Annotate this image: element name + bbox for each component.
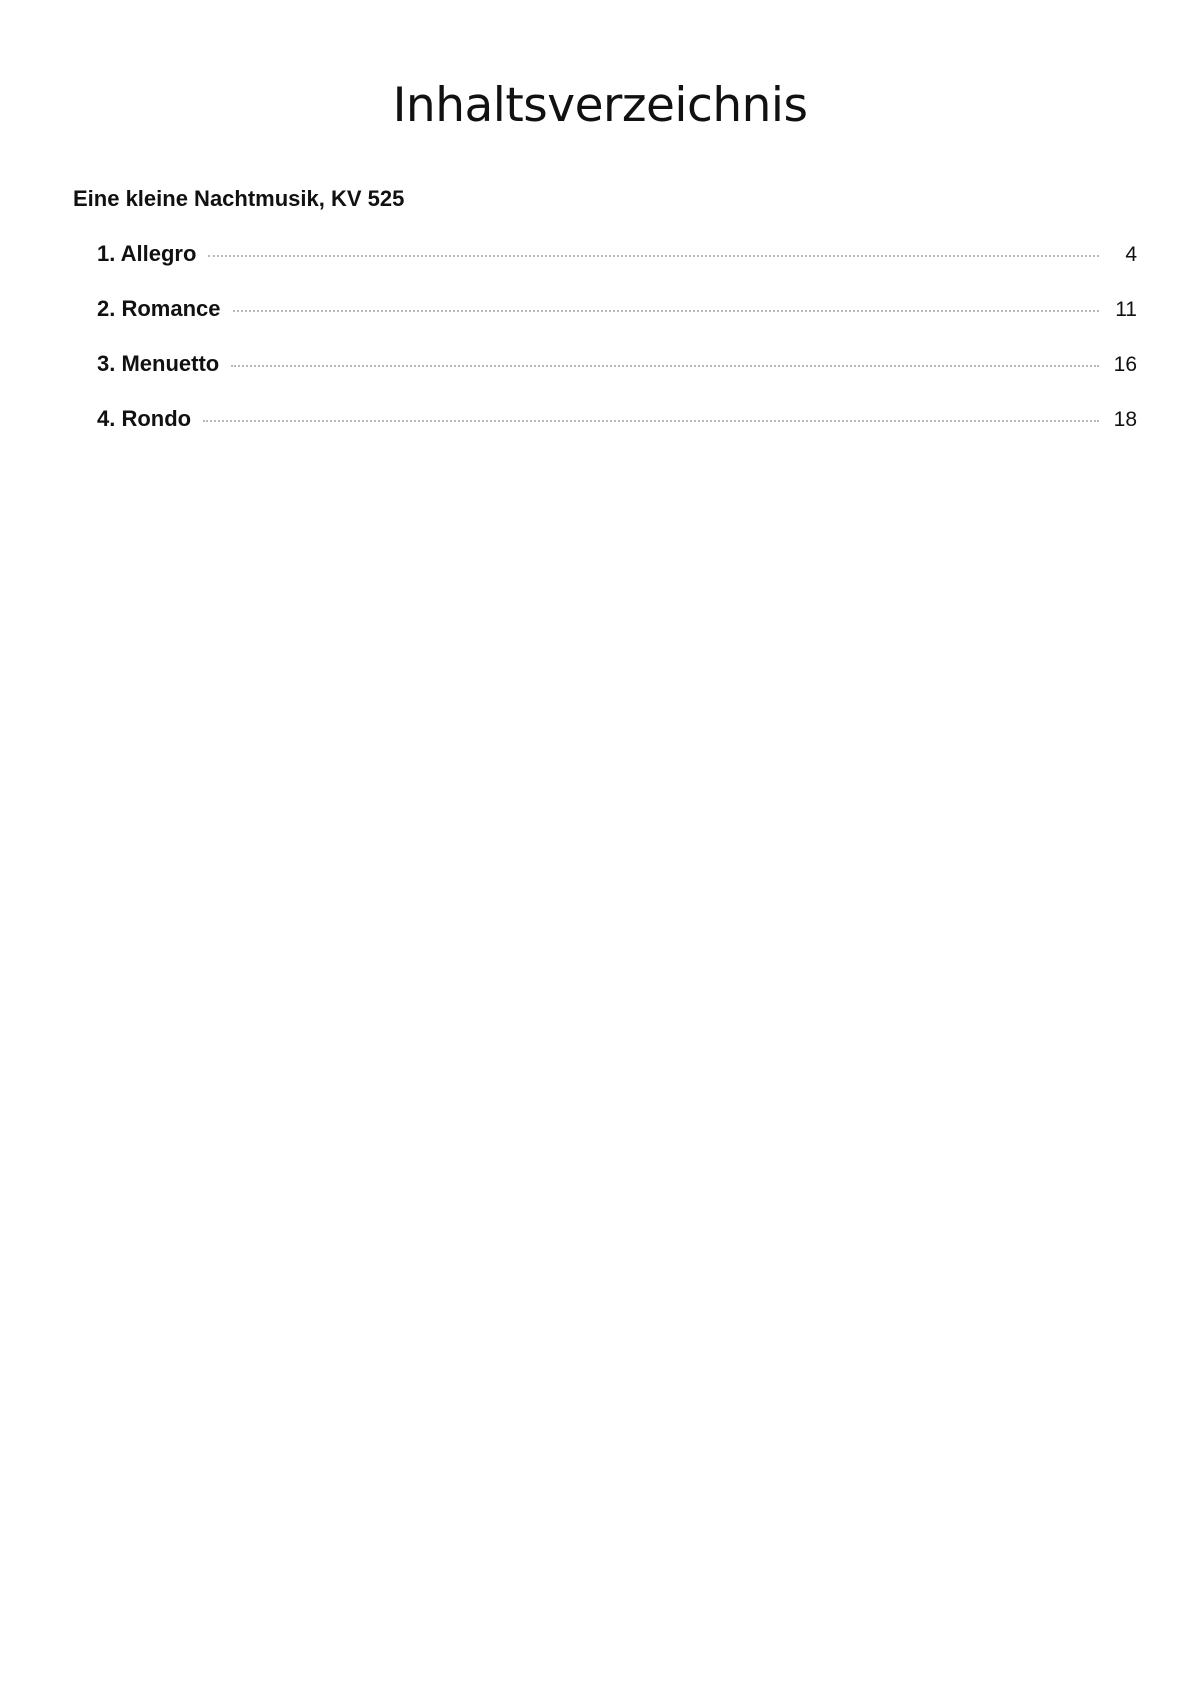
toc-entry-allegro[interactable] xyxy=(97,239,1137,294)
toc-entry-romance[interactable] xyxy=(97,294,1137,349)
work-heading: Eine kleine Nachtmusik, KV 525 xyxy=(73,186,405,211)
page-title: Inhaltsverzeichnis xyxy=(392,78,808,133)
toc-entry-page: 4 xyxy=(1125,243,1137,266)
toc-entry-menuetto[interactable] xyxy=(97,349,1137,404)
toc-entry-rondo[interactable] xyxy=(97,404,1137,459)
toc-entry-page: 18 xyxy=(1113,408,1137,431)
dot-leader xyxy=(233,310,1100,312)
toc-entry-label: 4. Rondo xyxy=(97,406,192,431)
toc-entry-page: 11 xyxy=(1115,298,1137,321)
dot-leader xyxy=(208,255,1099,257)
toc-entry-label: 2. Romance xyxy=(97,296,221,321)
toc-entry-label: 1. Allegro xyxy=(97,241,197,266)
dot-leader xyxy=(203,420,1099,422)
toc-entry-label: 3. Menuetto xyxy=(97,351,220,376)
dot-leader xyxy=(231,365,1099,367)
toc-entry-page: 16 xyxy=(1113,353,1137,376)
toc-list xyxy=(97,239,1137,459)
